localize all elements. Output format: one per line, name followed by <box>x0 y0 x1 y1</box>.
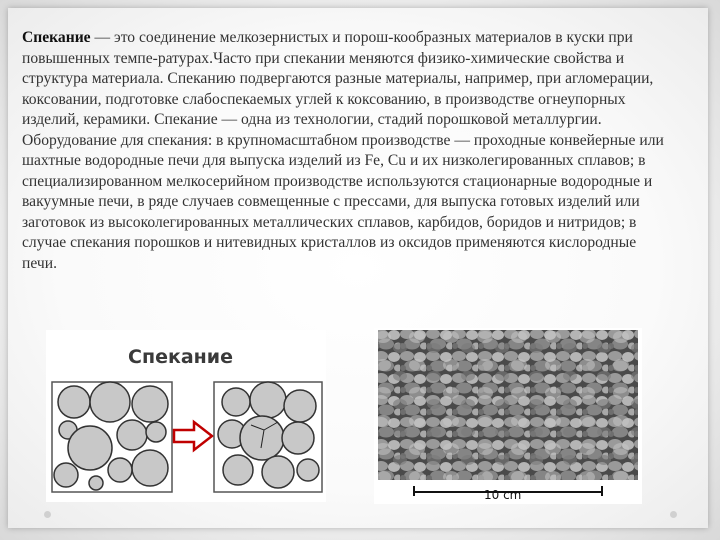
sintered-material-photo <box>374 328 642 504</box>
diagram-graphic <box>46 330 326 502</box>
slide <box>8 8 708 528</box>
diagram-title: Спекание <box>128 346 234 368</box>
after-particles <box>218 382 319 488</box>
scale-label: 10 cm <box>484 488 522 502</box>
main-paragraph <box>22 28 674 274</box>
gravel-photo <box>374 328 642 504</box>
slide-corner-dot-right <box>670 511 677 518</box>
slide-corner-dot-left <box>44 511 51 518</box>
process-arrow-icon <box>174 422 212 450</box>
term-sintering: Спекание <box>22 29 91 46</box>
sintering-diagram <box>46 330 326 502</box>
definition-text: — это соединение мелкозернистых и порош-кообразных материалов в куски при повышенных темпе-ратурах.Часто при спекании меняются физико-химические свойства и структура материала. Спеканию подвергаются разные материалы, например, при агломерации, коксовании, подготовке слабоспекаемых углей к коксованию, в производстве огнеупорных изделий, керамики. Спекание — одна из технологии, стадий порошковой металлургии. Оборудование для спекания: в крупномасштабном производстве — проходные конвейерные или шахтные водородные печи для выпуска изделий из Fe, Cu и их низколегированных сплавов; в специализированном мелкосерийном производстве используются стационарные водородные и вакуумные печи, в ряде случаев совмещенные с прессами, для выпуска готовых изделий или заготовок из высоколегированных металлических сплавов, карбидов, боридов и нитридов; в случае спекания порошков и нитевидных кристаллов из оксидов применяются кислородные печи. <box>22 29 664 272</box>
